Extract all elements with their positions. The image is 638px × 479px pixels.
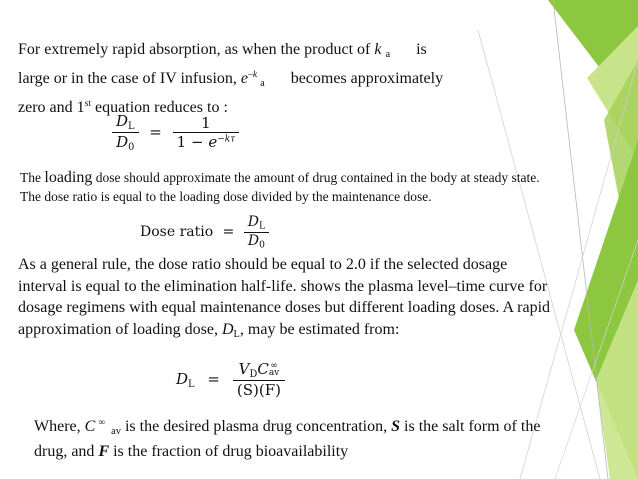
intro-paragraph xyxy=(18,40,508,118)
intro-line-2: large or in the case of IV infusion, $e^{-k}_a$ becomes approximately xyxy=(18,69,444,89)
eq3-fraction: $V_DC$ ∞ av (S)(F) xyxy=(233,360,286,399)
equation-dose-ratio: Dose ratio = $\frac{D_L}{D_0}$ xyxy=(140,214,269,250)
eq1-lhs-fraction: $\frac{D_L}{D_0}$ xyxy=(112,112,139,153)
general-rule-paragraph: As a general rule, the dose ratio should be equal to 2.0 if the selected dosage interval is equal to the elimination half-life. shows the plasma level–time curve for dosage regimens with equal maintenance doses but different loading doses. A rapid approximation of loading dose, $D_L$, may be estimated from: xyxy=(18,256,551,340)
intro-line-3: zero and 1st equation reduces to : xyxy=(18,97,228,116)
equation-loading-dose-ratio: $\frac{D_L}{D_0}$ = $\frac{1}{1 - e^{-k\tau}}$ xyxy=(112,112,239,153)
eq1-rhs-fraction: $\frac{1}{1 - e^{-k\tau}}$ xyxy=(173,114,240,151)
intro-line-1: For extremely rapid absorption, as when the product of k $_a$ is xyxy=(18,41,427,61)
equation-loading-dose: $D_L$ = $V_DC$ ∞ av (S)(F) xyxy=(176,360,285,399)
definitions-paragraph: Where, C ∞$_{av}$ is the desired plasma drug concentration, S is the salt form of the drug, and F is the fraction of drug bioavailability xyxy=(34,417,541,460)
eq2-fraction: $\frac{D_L}{D_0}$ xyxy=(244,214,269,250)
loading-dose-paragraph: The loading dose should approximate the amount of drug contained in the body at steady state. The dose ratio is equal to the loading dose divided by the maintenance dose. xyxy=(20,169,540,204)
eq3-lhs: $D_L$ xyxy=(176,369,195,390)
